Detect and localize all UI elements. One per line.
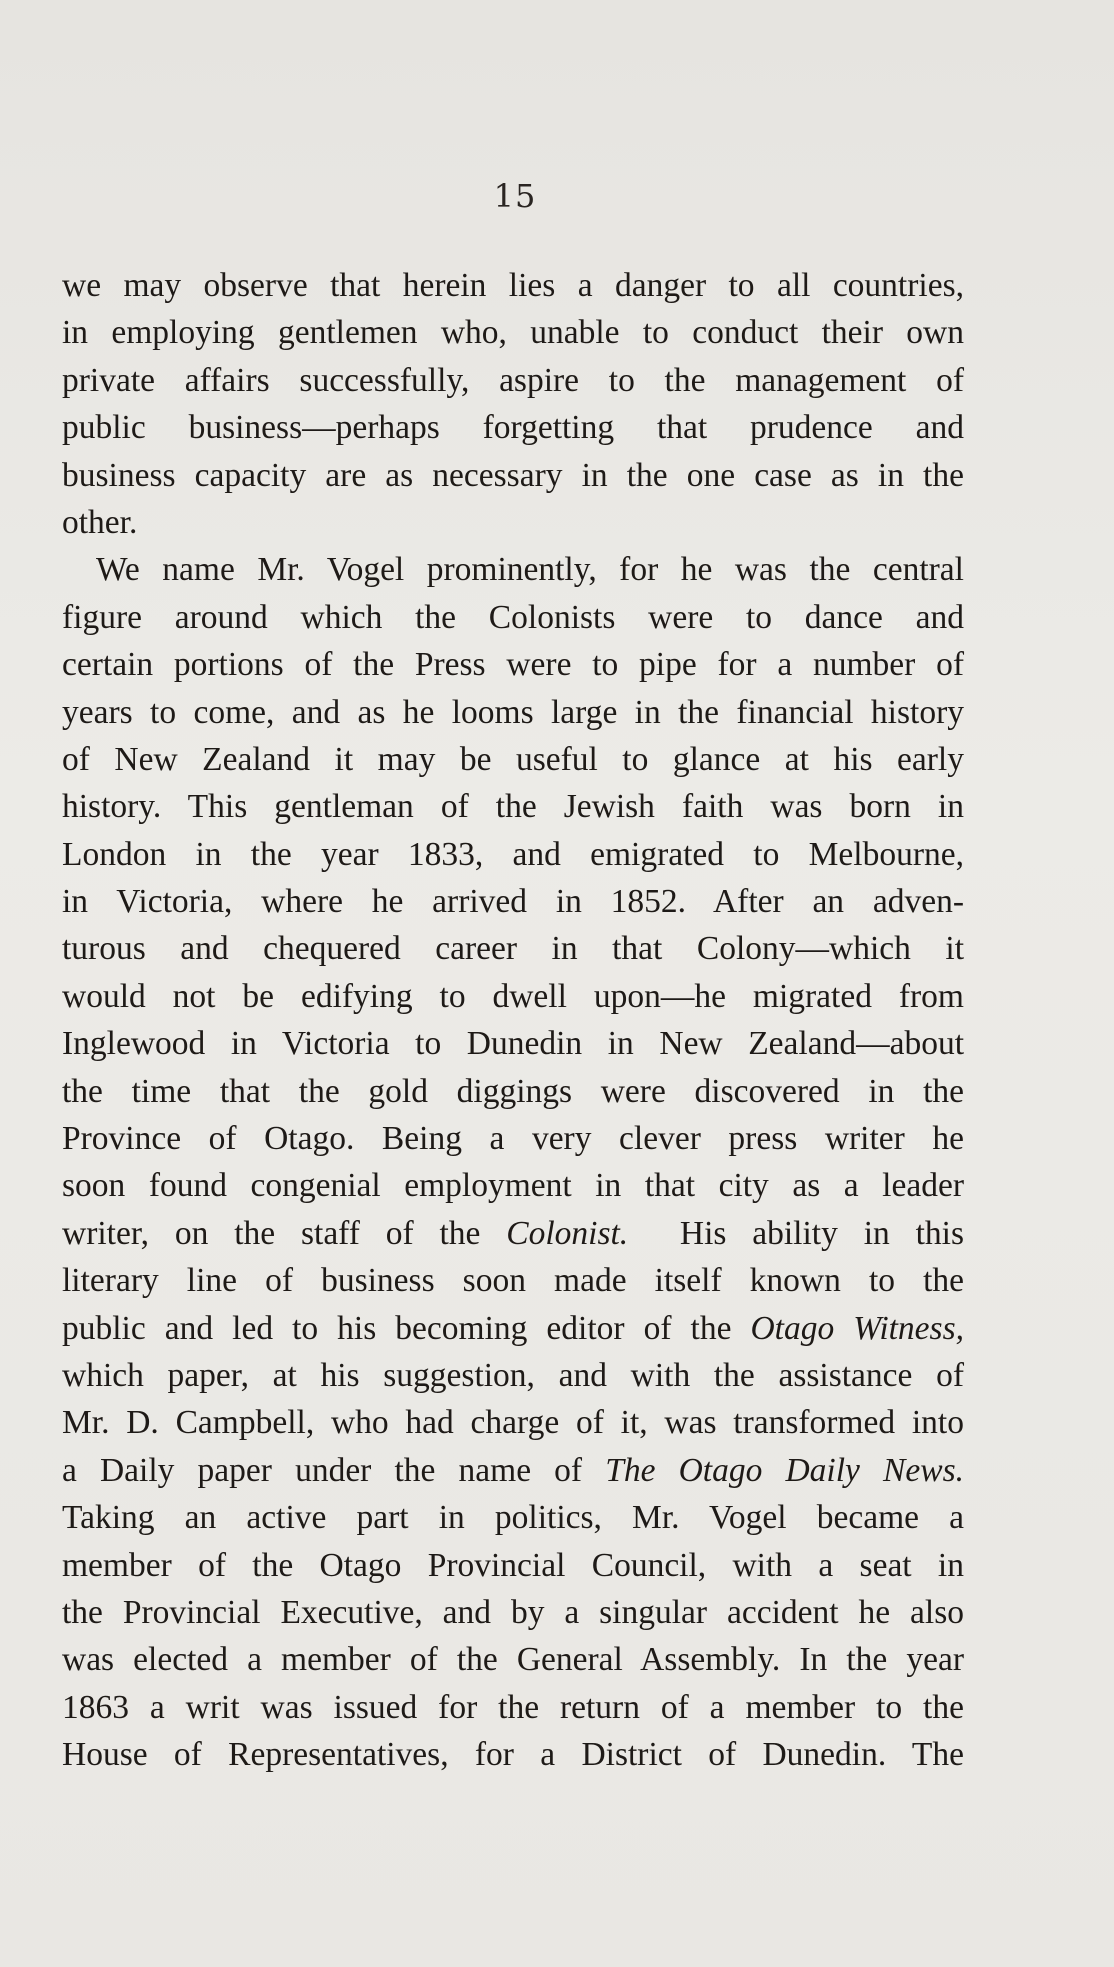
text-line: private affairs successfully, aspire to the management of (62, 361, 964, 399)
text-line: 1863 a writ was issued for the return of a member to the (62, 1688, 964, 1726)
body-text (62, 262, 964, 1779)
text-line: certain portions of the Press were to pipe for a number of (62, 646, 964, 684)
publication-title: The Otago Daily News. (605, 1451, 964, 1489)
text-line (62, 1210, 964, 1257)
text-line: business capacity are as necessary in the one case as in the (62, 456, 964, 494)
text-line: Inglewood in Victoria to Dunedin in New Zealand—about (62, 1025, 964, 1063)
text-line (62, 1305, 964, 1352)
text-line: Taking an active part in politics, Mr. Vogel became a (62, 1499, 964, 1537)
text-line: public business—perhaps forgetting that prudence and (62, 409, 964, 447)
text-line: member of the Otago Provincial Council, with a seat in (62, 1546, 964, 1584)
text-line: the Provincial Executive, and by a singular accident he also (62, 1593, 964, 1631)
text-line (62, 1447, 964, 1494)
text-line: was elected a member of the General Assembly. In the year (62, 1641, 964, 1679)
text-line: we may observe that herein lies a danger to all countries, (62, 267, 964, 304)
text-line: soon found congenial employment in that city as a leader (62, 1167, 964, 1205)
text-segment: public and led to his becoming editor of the (62, 1309, 732, 1347)
text-line: the time that the gold diggings were discovered in the (62, 1072, 964, 1110)
text-line: which paper, at his suggestion, and with the assistance of (62, 1356, 964, 1394)
text-line: in employing gentlemen who, unable to conduct their own (62, 314, 964, 352)
text-line: London in the year 1833, and emigrated to Melbourne, (62, 835, 964, 873)
text-line: Province of Otago. Being a very clever press writer he (62, 1120, 964, 1158)
text-line: years to come, and as he looms large in the financial history (62, 693, 964, 731)
publication-title: Otago Witness, (750, 1309, 964, 1347)
text-line: turous and chequered career in that Colony—which it (62, 930, 964, 968)
page-number: 15 (493, 177, 537, 215)
publication-title: Colonist. (506, 1214, 629, 1252)
text-line: history. This gentleman of the Jewish faith was born in (62, 788, 964, 826)
text-segment: writer, on the staff of the (62, 1214, 481, 1252)
text-line: would not be edifying to dwell upon—he migrated from (62, 977, 964, 1015)
text-line: of New Zealand it may be useful to glance at his early (62, 740, 964, 778)
text-segment: a Daily paper under the name of (62, 1451, 583, 1489)
text-line: in Victoria, where he arrived in 1852. After an adven- (62, 883, 964, 921)
text-line: Mr. D. Campbell, who had charge of it, was transformed into (62, 1404, 964, 1442)
text-segment: His ability in this (679, 1214, 964, 1252)
paragraph-first-line: We name Mr. Vogel prominently, for he was the central (96, 551, 964, 589)
text-line: House of Representatives, for a District of Dunedin. The (62, 1736, 964, 1774)
text-line: literary line of business soon made itself known to the (62, 1262, 964, 1300)
text-line: other. (62, 503, 138, 541)
text-line: figure around which the Colonists were to dance and (62, 598, 964, 636)
